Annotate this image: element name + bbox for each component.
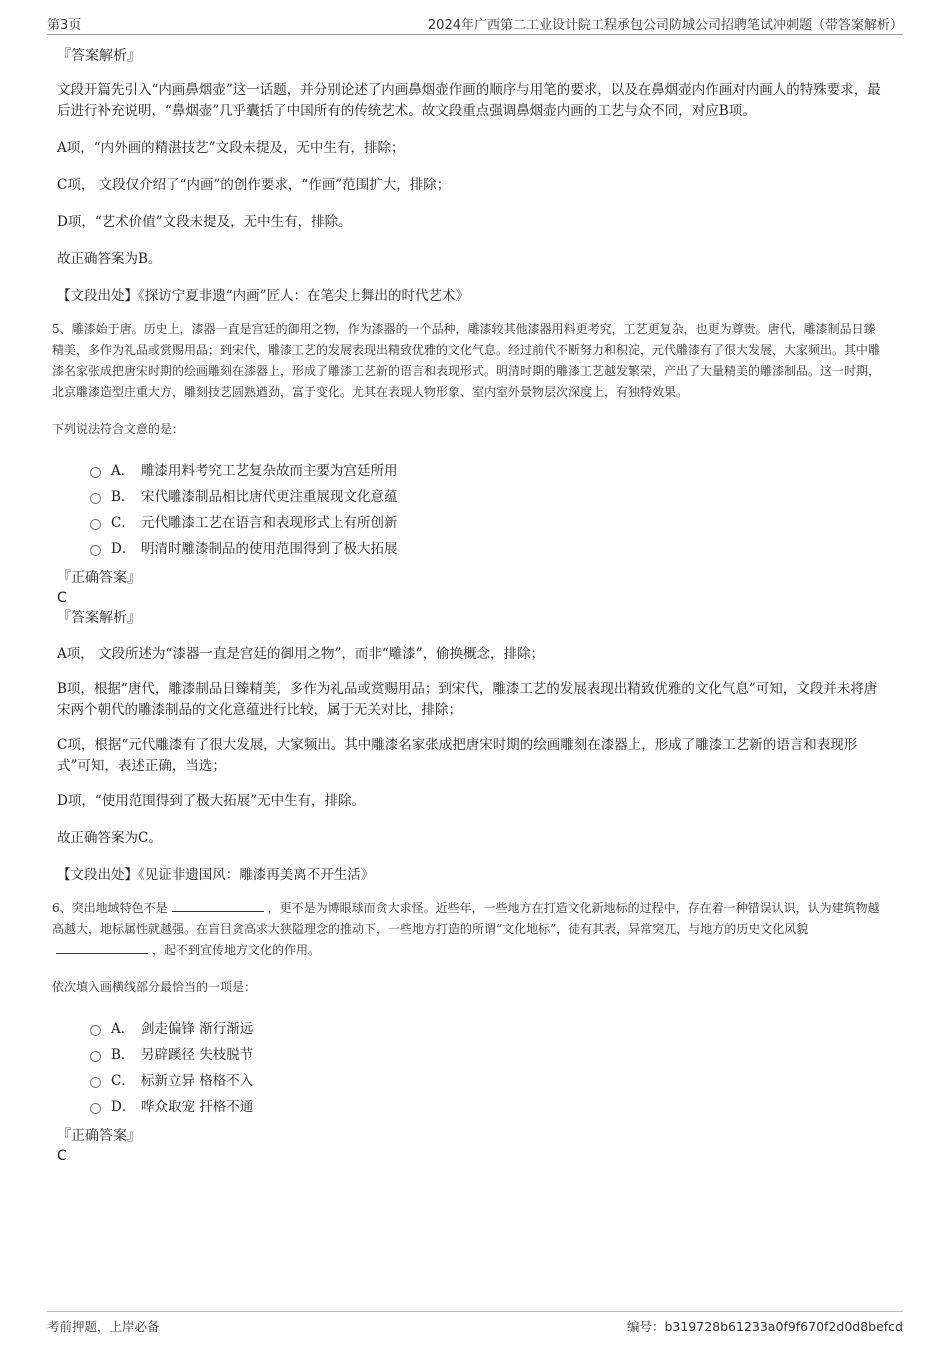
option-letter: D． (111, 1099, 136, 1115)
document-title: 2024年广西第二工业设计院工程承包公司防城公司招聘笔试冲刺题（带答案解析） (427, 18, 903, 33)
question-6 (52, 898, 887, 1118)
radio-icon[interactable] (90, 1025, 101, 1036)
radio-icon[interactable] (90, 493, 101, 504)
option-d[interactable] (90, 1092, 887, 1118)
radio-icon[interactable] (90, 1077, 101, 1088)
option-list (90, 1014, 887, 1118)
analysis-conclusion: 故正确答案为C。 (57, 830, 162, 846)
analysis-intro: 文段开篇先引入“内画鼻烟壶”这一话题，并分别论述了内画鼻烟壶作画的顺序与用笔的要求，以及在鼻烟壶内作画对内画人的特殊要求，最后进行补充说明，“鼻烟壶”几乎囊括了中国所有的传统艺术。故文段重点强调鼻烟壶内画的工艺与众不同，对应B项。 (57, 82, 881, 119)
option-text: 另辟蹊径 失枝脱节 (141, 1047, 254, 1063)
analysis-item-d: D项，“使用范围得到了极大拓展”无中生有，排除。 (57, 793, 366, 809)
analysis-item-a: A项， 文段所述为“漆器一直是宫廷的御用之物”，而非“雕漆”，偷换概念，排除； (57, 646, 545, 662)
passage-part-2: ，更不是为博眼球而贪大求怪。近些年，一些地方在打造文化新地标的过程中，存在着一种错误认识，认为建筑物越高越大，地标属性就越强。在盲目贪高求大狭隘理念的推动下，一些地方打造的所谓“文化地标”，徒有其表，异常突兀，与地方的历史文化风貌 (52, 901, 880, 936)
analysis-conclusion: 故正确答案为B。 (57, 251, 162, 267)
analysis-item-c: C项， 文段仅介绍了“内画”的创作要求，“作画”范围扩大，排除； (57, 177, 451, 193)
question-passage (52, 898, 887, 961)
document-body (52, 46, 887, 1166)
option-letter: C． (111, 515, 135, 531)
option-b[interactable] (90, 1040, 887, 1066)
option-text: 剑走偏锋 渐行渐远 (141, 1021, 254, 1037)
answer-value: C (57, 590, 67, 606)
option-letter: A． (111, 1021, 135, 1037)
fill-blank-2 (56, 941, 148, 954)
fill-blank-1 (172, 899, 264, 912)
option-c[interactable] (90, 1066, 887, 1092)
page-header (47, 12, 903, 35)
analysis-label: 『答案解析』 (57, 610, 141, 626)
page-footer (47, 1311, 903, 1336)
question-prompt: 下列说法符合文意的是： (52, 422, 185, 436)
q4-analysis (57, 46, 887, 307)
footer-slogan: 考前押题，上岸必备 (47, 1319, 160, 1334)
option-letter: B． (111, 1047, 135, 1063)
option-list (90, 456, 887, 560)
q5-answer (57, 568, 887, 886)
answer-label: 『正确答案』 (57, 570, 141, 586)
option-a[interactable] (90, 456, 887, 482)
option-letter: C． (111, 1073, 135, 1089)
document-code: 编号：b319728b61233a0f9f670f2d0d8befcd (626, 1319, 903, 1334)
analysis-item-c: C项，根据“元代雕漆有了很大发展，大家频出。其中雕漆名家张成把唐宋时期的绘画雕刻在漆器上，形成了雕漆工艺新的语言和表现形式”可知，表述正确，当选； (57, 737, 858, 774)
radio-icon[interactable] (90, 1103, 101, 1114)
option-text: 标新立异 格格不入 (141, 1073, 254, 1089)
option-text: 明清时雕漆制品的使用范围得到了极大拓展 (141, 541, 398, 557)
option-d[interactable] (90, 534, 887, 560)
radio-icon[interactable] (90, 467, 101, 478)
radio-icon[interactable] (90, 1051, 101, 1062)
option-text: 雕漆用料考究工艺复杂故而主要为宫廷所用 (141, 463, 398, 479)
analysis-source: 【文段出处】《探访宁夏非遗“内画”匠人：在笔尖上舞出的时代艺术》 (57, 288, 470, 304)
option-text: 哗众取宠 扞格不通 (141, 1099, 254, 1115)
question-passage: 5、雕漆始于唐。历史上，漆器一直是宫廷的御用之物，作为漆器的一个品种，雕漆较其他漆器用料更考究，工艺更复杂，也更为尊贵。唐代，雕漆制品日臻精美，多作为礼品或赏赐用品；到宋代，雕漆工艺的发展表现出精致优雅的文化气息。经过前代不断努力和积淀，元代雕漆有了很大发展，大家频出。其中雕漆名家张成把唐宋时期的绘画雕刻在漆器上，形成了雕漆工艺新的语言和表现形式。明清时期的雕漆工艺越发繁荣，产出了大量精美的雕漆制品。这一时期，北京雕漆造型庄重大方，雕刻技艺圆熟遒劲，富于变化。尤其在表现人物形象、室内室外景物层次深度上，有独特效果。 (52, 322, 881, 399)
option-text: 宋代雕漆制品相比唐代更注重展现文化意蕴 (141, 489, 398, 505)
analysis-label: 『答案解析』 (57, 48, 141, 64)
passage-part-3: ，起不到宣传地方文化的作用。 (152, 943, 321, 957)
option-text: 元代雕漆工艺在语言和表现形式上有所创新 (141, 515, 398, 531)
radio-icon[interactable] (90, 545, 101, 556)
analysis-item-d: D项，“艺术价值”文段未提及，无中生有，排除。 (57, 214, 352, 230)
analysis-source: 【文段出处】《见证非遗国风：雕漆再美离不开生活》 (57, 867, 375, 883)
page-number: 第3页 (47, 18, 82, 33)
analysis-item-b: B项，根据“唐代，雕漆制品日臻精美，多作为礼品或赏赐用品；到宋代，雕漆工艺的发展表现出精致优雅的文化气息”可知，文段并未将唐宋两个朝代的雕漆制品的文化意蕴进行比较，属于无关对比，排除； (57, 681, 878, 718)
option-letter: D． (111, 541, 136, 557)
question-5 (52, 319, 887, 560)
analysis-item-a: A项，“内外画的精湛技艺”文段未提及，无中生有，排除； (57, 140, 405, 156)
answer-value: C (57, 1148, 67, 1164)
option-letter: B． (111, 489, 135, 505)
radio-icon[interactable] (90, 519, 101, 530)
option-a[interactable] (90, 1014, 887, 1040)
question-prompt: 依次填入画横线部分最恰当的一项是： (52, 980, 257, 994)
q6-answer (57, 1126, 887, 1166)
option-c[interactable] (90, 508, 887, 534)
answer-label: 『正确答案』 (57, 1128, 141, 1144)
option-b[interactable] (90, 482, 887, 508)
option-letter: A． (111, 463, 135, 479)
passage-part-1: 6、突出地域特色不是 (52, 901, 168, 915)
